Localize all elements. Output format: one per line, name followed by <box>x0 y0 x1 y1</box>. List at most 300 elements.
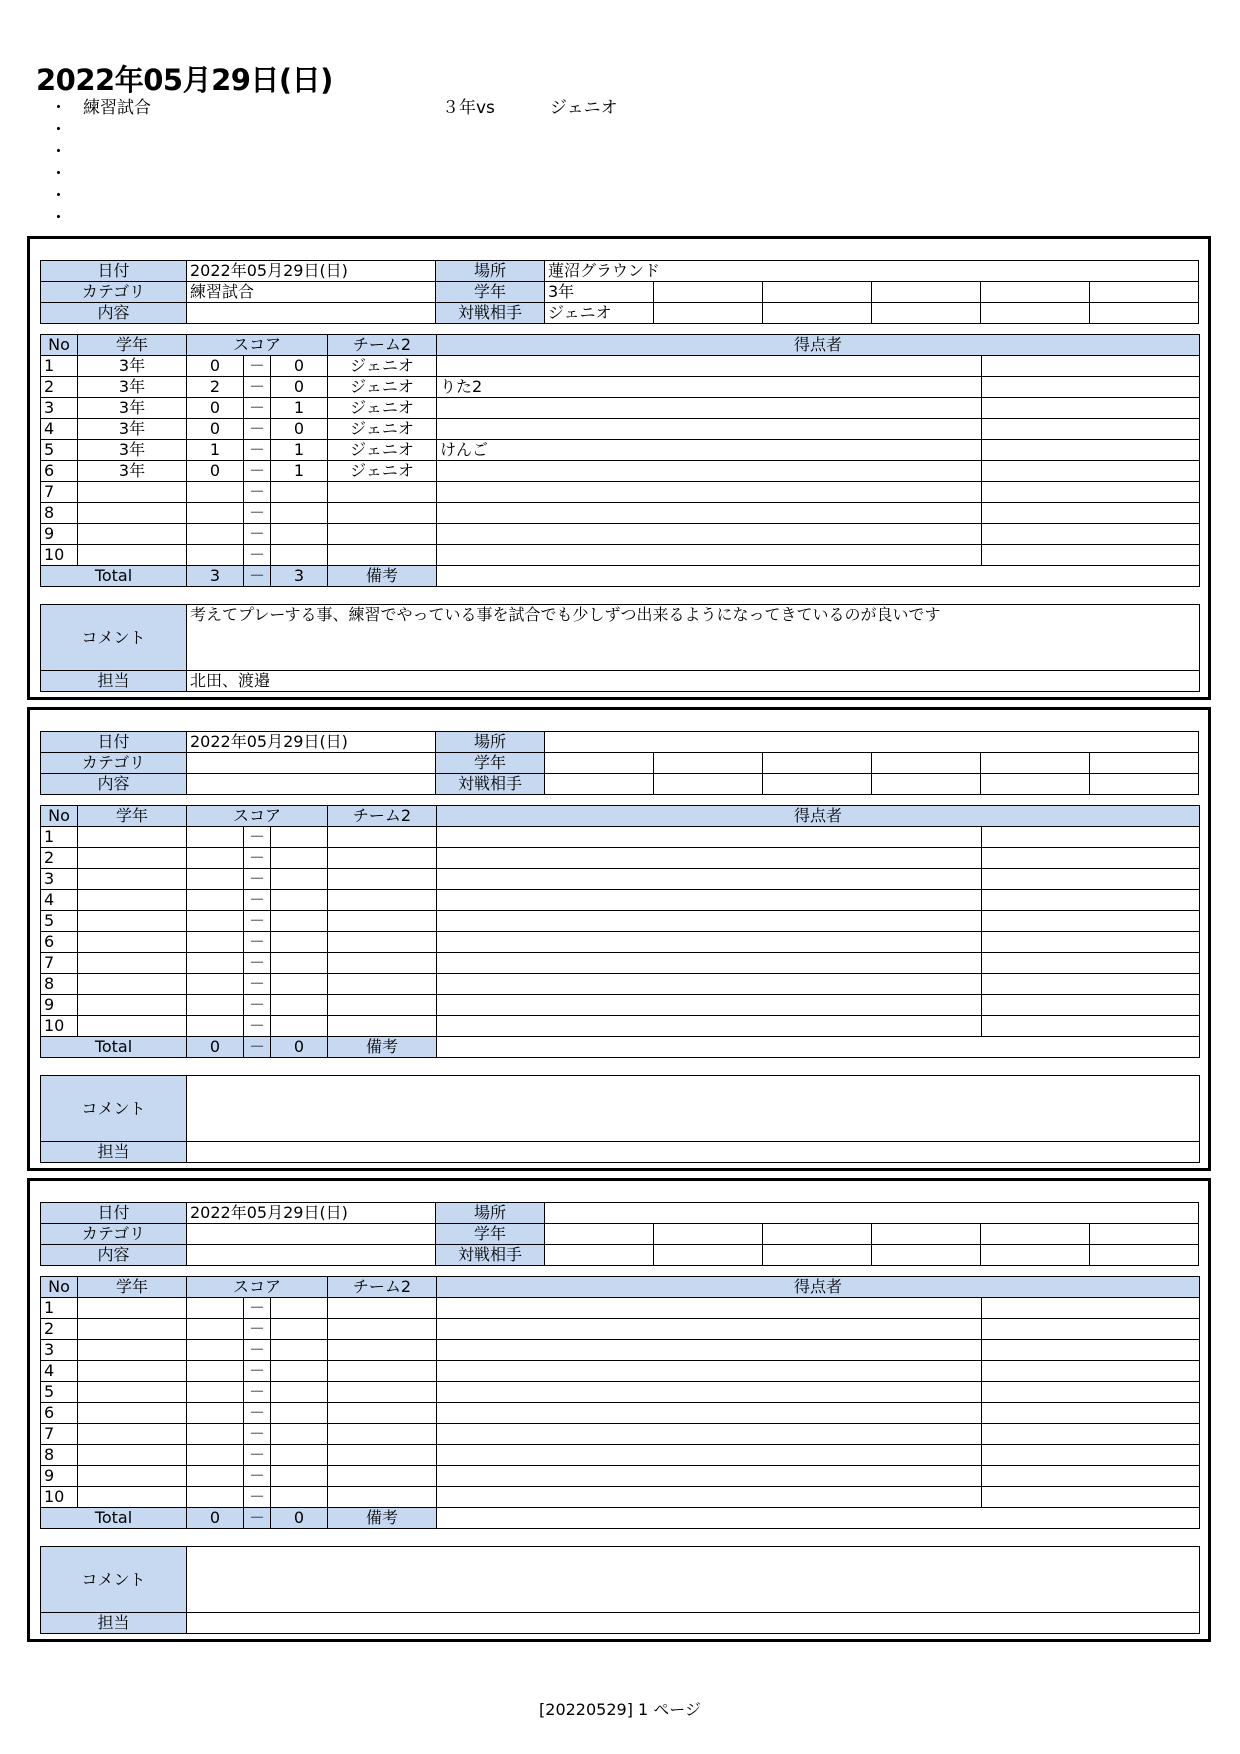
grade-extra-cell[interactable] <box>1090 282 1199 303</box>
row-team2[interactable] <box>328 1487 437 1508</box>
row-score-away[interactable]: 1 <box>271 440 328 461</box>
row-score-home[interactable] <box>187 545 244 566</box>
row-score-away[interactable]: 0 <box>271 377 328 398</box>
score-row <box>41 974 1200 995</box>
row-scorer[interactable] <box>437 995 982 1016</box>
row-scorer-extra[interactable] <box>982 1445 1200 1466</box>
row-scorer-extra[interactable] <box>982 545 1200 566</box>
no-header: No <box>41 335 78 356</box>
row-scorer-extra[interactable] <box>982 1319 1200 1340</box>
opponent-extra-cell[interactable] <box>872 774 981 795</box>
grade-extra-cell[interactable] <box>763 753 872 774</box>
row-score-home[interactable] <box>187 1016 244 1037</box>
grade-extra-cell[interactable] <box>763 282 872 303</box>
row-scorer[interactable] <box>437 1340 982 1361</box>
row-grade[interactable] <box>78 953 187 974</box>
row-team2[interactable]: ジェニオ <box>328 377 437 398</box>
row-score-away[interactable] <box>271 953 328 974</box>
row-scorer-extra[interactable] <box>982 932 1200 953</box>
category-value[interactable] <box>187 1224 436 1245</box>
row-score-dash: － <box>244 1319 271 1340</box>
row-team2[interactable] <box>328 1382 437 1403</box>
grade-extra-cell[interactable] <box>981 1224 1090 1245</box>
date-value[interactable]: 2022年05月29日(日) <box>187 1203 436 1224</box>
row-score-away[interactable] <box>271 1016 328 1037</box>
row-scorer[interactable]: けんご <box>437 440 982 461</box>
row-scorer-extra[interactable] <box>982 1361 1200 1382</box>
opponent-extra-cell[interactable] <box>763 1245 872 1266</box>
opponent-extra-cell[interactable] <box>654 1245 763 1266</box>
row-score-home[interactable]: 2 <box>187 377 244 398</box>
row-grade[interactable] <box>78 503 187 524</box>
info-row <box>41 1203 1199 1224</box>
row-grade[interactable] <box>78 1487 187 1508</box>
row-scorer-extra[interactable] <box>982 377 1200 398</box>
row-team2[interactable] <box>328 911 437 932</box>
date-label: 日付 <box>41 732 187 753</box>
row-scorer-extra[interactable] <box>982 1466 1200 1487</box>
score-header-row <box>41 335 1200 356</box>
row-score-home[interactable] <box>187 1445 244 1466</box>
row-score-away[interactable] <box>271 827 328 848</box>
row-no: 10 <box>41 1487 78 1508</box>
score-row <box>41 356 1200 377</box>
match-info-table <box>40 731 1199 795</box>
row-grade[interactable]: 3年 <box>78 398 187 419</box>
content-value[interactable] <box>187 303 436 324</box>
row-score-home[interactable]: 0 <box>187 356 244 377</box>
row-scorer-extra[interactable] <box>982 461 1200 482</box>
score-header: スコア <box>187 335 328 356</box>
comment-value[interactable] <box>187 1547 1200 1613</box>
row-grade[interactable] <box>78 1016 187 1037</box>
row-scorer[interactable] <box>437 1361 982 1382</box>
row-scorer-extra[interactable] <box>982 869 1200 890</box>
row-scorer[interactable] <box>437 524 982 545</box>
row-scorer[interactable] <box>437 545 982 566</box>
row-scorer[interactable] <box>437 482 982 503</box>
row-team2[interactable] <box>328 1340 437 1361</box>
row-scorer[interactable] <box>437 503 982 524</box>
row-score-away[interactable] <box>271 1466 328 1487</box>
row-scorer[interactable]: りた2 <box>437 377 982 398</box>
row-score-home[interactable] <box>187 1319 244 1340</box>
row-scorer-extra[interactable] <box>982 1403 1200 1424</box>
grade-extra-cell[interactable] <box>1090 753 1199 774</box>
grade-value[interactable] <box>545 1224 654 1245</box>
row-score-away[interactable] <box>271 869 328 890</box>
row-score-home[interactable] <box>187 869 244 890</box>
row-score-away[interactable] <box>271 1361 328 1382</box>
notes-label: 備考 <box>328 1037 437 1058</box>
row-score-away[interactable] <box>271 1403 328 1424</box>
score-header-row <box>41 806 1200 827</box>
row-scorer[interactable] <box>437 1466 982 1487</box>
row-score-home[interactable] <box>187 1361 244 1382</box>
row-scorer[interactable] <box>437 419 982 440</box>
grade-extra-cell[interactable] <box>763 1224 872 1245</box>
opponent-extra-cell[interactable] <box>654 774 763 795</box>
row-scorer[interactable] <box>437 1382 982 1403</box>
row-grade[interactable]: 3年 <box>78 440 187 461</box>
row-scorer[interactable] <box>437 953 982 974</box>
row-scorer[interactable] <box>437 890 982 911</box>
row-score-away[interactable] <box>271 1298 328 1319</box>
row-team2[interactable] <box>328 932 437 953</box>
score-row <box>41 932 1200 953</box>
row-grade[interactable] <box>78 1382 187 1403</box>
row-grade[interactable] <box>78 869 187 890</box>
opponent-extra-cell[interactable] <box>654 303 763 324</box>
summary-item: ・ <box>50 142 67 162</box>
row-scorer-extra[interactable] <box>982 440 1200 461</box>
row-team2[interactable]: ジェニオ <box>328 440 437 461</box>
row-score-home[interactable] <box>187 1340 244 1361</box>
row-score-away[interactable] <box>271 1319 328 1340</box>
score-row <box>41 1445 1200 1466</box>
comment-row <box>41 1547 1200 1613</box>
row-grade[interactable] <box>78 1424 187 1445</box>
info-row <box>41 753 1199 774</box>
opponent-extra-cell[interactable] <box>763 774 872 795</box>
row-scorer[interactable] <box>437 932 982 953</box>
opponent-extra-cell[interactable] <box>1090 774 1199 795</box>
comment-value[interactable]: 考えてプレーする事、練習でやっている事を試合でも少しずつ出来るようになってきているのが良いです <box>187 605 1200 671</box>
row-scorer[interactable] <box>437 461 982 482</box>
row-no: 10 <box>41 545 78 566</box>
row-grade[interactable] <box>78 1340 187 1361</box>
category-value[interactable]: 練習試合 <box>187 282 436 303</box>
grade-extra-cell[interactable] <box>872 753 981 774</box>
row-score-away[interactable]: 0 <box>271 419 328 440</box>
row-scorer-extra[interactable] <box>982 1016 1200 1037</box>
row-score-home[interactable] <box>187 1487 244 1508</box>
row-grade[interactable]: 3年 <box>78 377 187 398</box>
summary-item: ・ <box>50 186 67 206</box>
row-scorer-extra[interactable] <box>982 827 1200 848</box>
row-score-home[interactable] <box>187 1424 244 1445</box>
row-no: 8 <box>41 1445 78 1466</box>
row-scorer-extra[interactable] <box>982 890 1200 911</box>
row-score-home[interactable] <box>187 1382 244 1403</box>
row-scorer-extra[interactable] <box>982 974 1200 995</box>
row-team2[interactable] <box>328 503 437 524</box>
opponent-label: 対戦相手 <box>436 303 545 324</box>
row-scorer[interactable] <box>437 1403 982 1424</box>
row-score-home[interactable]: 1 <box>187 440 244 461</box>
opponent-extra-cell[interactable] <box>1090 303 1199 324</box>
grade-extra-cell[interactable] <box>654 1224 763 1245</box>
total-row <box>41 1037 1200 1058</box>
row-score-away[interactable] <box>271 995 328 1016</box>
row-scorer-extra[interactable] <box>982 1487 1200 1508</box>
row-grade[interactable] <box>78 1361 187 1382</box>
place-value[interactable]: 蓮沼グラウンド <box>545 261 1199 282</box>
row-score-away[interactable] <box>271 932 328 953</box>
row-team2[interactable] <box>328 869 437 890</box>
total-label: Total <box>41 566 187 587</box>
total-away: 0 <box>271 1508 328 1529</box>
row-team2[interactable] <box>328 1361 437 1382</box>
row-scorer[interactable] <box>437 869 982 890</box>
info-row <box>41 1245 1199 1266</box>
grade-label: 学年 <box>436 282 545 303</box>
row-scorer-extra[interactable] <box>982 911 1200 932</box>
row-score-dash: － <box>244 1298 271 1319</box>
opponent-extra-cell[interactable] <box>1090 1245 1199 1266</box>
row-grade[interactable] <box>78 545 187 566</box>
row-scorer-extra[interactable] <box>982 848 1200 869</box>
date-value[interactable]: 2022年05月29日(日) <box>187 261 436 282</box>
grade-extra-cell[interactable] <box>872 282 981 303</box>
row-team2[interactable] <box>328 1298 437 1319</box>
row-grade[interactable]: 3年 <box>78 419 187 440</box>
row-team2[interactable]: ジェニオ <box>328 356 437 377</box>
row-scorer[interactable] <box>437 911 982 932</box>
row-score-dash: － <box>244 461 271 482</box>
staff-label: 担当 <box>41 1613 187 1634</box>
row-team2[interactable] <box>328 1466 437 1487</box>
row-scorer-extra[interactable] <box>982 1382 1200 1403</box>
row-team2[interactable] <box>328 524 437 545</box>
row-score-home[interactable] <box>187 890 244 911</box>
opponent-extra-cell[interactable] <box>872 303 981 324</box>
row-grade[interactable]: 3年 <box>78 461 187 482</box>
row-score-dash: － <box>244 524 271 545</box>
row-team2[interactable]: ジェニオ <box>328 398 437 419</box>
row-grade[interactable] <box>78 974 187 995</box>
row-score-dash: － <box>244 377 271 398</box>
row-team2[interactable] <box>328 1016 437 1037</box>
row-score-home[interactable] <box>187 1403 244 1424</box>
row-scorer[interactable] <box>437 827 982 848</box>
row-no: 8 <box>41 503 78 524</box>
scorers-header: 得点者 <box>437 1277 1200 1298</box>
row-score-away[interactable] <box>271 524 328 545</box>
row-scorer[interactable] <box>437 1298 982 1319</box>
row-grade[interactable] <box>78 1298 187 1319</box>
row-score-home[interactable] <box>187 911 244 932</box>
place-value[interactable] <box>545 1203 1199 1224</box>
row-scorer-extra[interactable] <box>982 419 1200 440</box>
row-scorer-extra[interactable] <box>982 1424 1200 1445</box>
staff-value[interactable] <box>187 1613 1200 1634</box>
opponent-label: 対戦相手 <box>436 774 545 795</box>
row-team2[interactable] <box>328 848 437 869</box>
row-grade[interactable] <box>78 848 187 869</box>
row-scorer-extra[interactable] <box>982 503 1200 524</box>
row-grade[interactable] <box>78 1445 187 1466</box>
row-scorer-extra[interactable] <box>982 398 1200 419</box>
row-score-away[interactable] <box>271 911 328 932</box>
row-scorer-extra[interactable] <box>982 1340 1200 1361</box>
grade-extra-cell[interactable] <box>654 753 763 774</box>
row-grade[interactable] <box>78 890 187 911</box>
row-score-away[interactable] <box>271 1382 328 1403</box>
row-score-home[interactable] <box>187 827 244 848</box>
row-score-home[interactable] <box>187 503 244 524</box>
row-scorer-extra[interactable] <box>982 995 1200 1016</box>
row-score-home[interactable] <box>187 932 244 953</box>
grade-extra-cell[interactable] <box>872 1224 981 1245</box>
score-row <box>41 461 1200 482</box>
summary-list <box>50 97 618 229</box>
staff-row <box>41 671 1200 692</box>
row-scorer-extra[interactable] <box>982 482 1200 503</box>
row-score-home[interactable]: 0 <box>187 398 244 419</box>
content-value[interactable] <box>187 1245 436 1266</box>
opponent-extra-cell[interactable] <box>872 1245 981 1266</box>
row-score-away[interactable] <box>271 848 328 869</box>
row-scorer-extra[interactable] <box>982 1298 1200 1319</box>
info-row <box>41 261 1199 282</box>
row-scorer-extra[interactable] <box>982 953 1200 974</box>
opponent-value[interactable] <box>545 1245 654 1266</box>
row-scorer[interactable] <box>437 356 982 377</box>
grade-value[interactable]: 3年 <box>545 282 654 303</box>
score-row <box>41 827 1200 848</box>
row-team2[interactable] <box>328 890 437 911</box>
row-team2[interactable]: ジェニオ <box>328 461 437 482</box>
row-team2[interactable] <box>328 482 437 503</box>
comment-row <box>41 605 1200 671</box>
row-score-away[interactable] <box>271 482 328 503</box>
row-no: 7 <box>41 1424 78 1445</box>
place-value[interactable] <box>545 732 1199 753</box>
row-team2[interactable] <box>328 1319 437 1340</box>
score-row <box>41 1319 1200 1340</box>
row-scorer[interactable] <box>437 1487 982 1508</box>
summary-item: ・ <box>50 164 67 184</box>
grade-extra-cell[interactable] <box>654 282 763 303</box>
row-team2[interactable] <box>328 1424 437 1445</box>
staff-value[interactable] <box>187 1142 1200 1163</box>
grade-extra-cell[interactable] <box>981 753 1090 774</box>
row-score-dash: － <box>244 848 271 869</box>
row-score-home[interactable] <box>187 482 244 503</box>
grade-value[interactable] <box>545 753 654 774</box>
row-team2[interactable] <box>328 545 437 566</box>
opponent-extra-cell[interactable] <box>981 303 1090 324</box>
notes-value[interactable] <box>437 1037 1200 1058</box>
opponent-extra-cell[interactable] <box>981 1245 1090 1266</box>
row-scorer[interactable] <box>437 1319 982 1340</box>
row-score-away[interactable]: 0 <box>271 356 328 377</box>
row-score-away[interactable] <box>271 503 328 524</box>
opponent-value[interactable]: ジェニオ <box>545 303 654 324</box>
row-score-dash: － <box>244 440 271 461</box>
row-score-away[interactable] <box>271 1487 328 1508</box>
row-score-away[interactable] <box>271 1340 328 1361</box>
row-score-away[interactable]: 1 <box>271 398 328 419</box>
row-grade[interactable] <box>78 827 187 848</box>
opponent-value[interactable] <box>545 774 654 795</box>
row-score-away[interactable] <box>271 890 328 911</box>
row-team2[interactable] <box>328 974 437 995</box>
row-score-away[interactable] <box>271 1424 328 1445</box>
row-score-home[interactable] <box>187 1466 244 1487</box>
row-no: 9 <box>41 524 78 545</box>
content-value[interactable] <box>187 774 436 795</box>
date-value[interactable]: 2022年05月29日(日) <box>187 732 436 753</box>
row-score-dash: － <box>244 482 271 503</box>
row-scorer-extra[interactable] <box>982 524 1200 545</box>
category-value[interactable] <box>187 753 436 774</box>
row-score-home[interactable] <box>187 995 244 1016</box>
scorers-header: 得点者 <box>437 806 1200 827</box>
row-no: 6 <box>41 461 78 482</box>
row-score-away[interactable]: 1 <box>271 461 328 482</box>
row-scorer[interactable] <box>437 398 982 419</box>
row-score-dash: － <box>244 419 271 440</box>
row-grade[interactable] <box>78 524 187 545</box>
notes-value[interactable] <box>437 1508 1200 1529</box>
row-score-dash: － <box>244 869 271 890</box>
score-row <box>41 377 1200 398</box>
row-grade[interactable] <box>78 1403 187 1424</box>
row-grade[interactable] <box>78 932 187 953</box>
row-grade[interactable] <box>78 482 187 503</box>
summary-text: 練習試合 <box>83 98 151 118</box>
staff-value[interactable]: 北田、渡邉 <box>187 671 1200 692</box>
row-score-away[interactable] <box>271 1445 328 1466</box>
row-scorer[interactable] <box>437 1016 982 1037</box>
row-team2[interactable] <box>328 1403 437 1424</box>
row-grade[interactable] <box>78 911 187 932</box>
row-scorer[interactable] <box>437 974 982 995</box>
row-score-home[interactable] <box>187 953 244 974</box>
row-team2[interactable] <box>328 995 437 1016</box>
row-scorer[interactable] <box>437 1445 982 1466</box>
row-team2[interactable] <box>328 1445 437 1466</box>
row-score-home[interactable] <box>187 848 244 869</box>
row-scorer[interactable] <box>437 848 982 869</box>
row-grade[interactable] <box>78 1319 187 1340</box>
row-score-home[interactable] <box>187 974 244 995</box>
row-no: 4 <box>41 1361 78 1382</box>
row-score-home[interactable] <box>187 1298 244 1319</box>
total-dash: － <box>244 566 271 587</box>
row-score-home[interactable]: 0 <box>187 461 244 482</box>
row-scorer[interactable] <box>437 1424 982 1445</box>
opponent-extra-cell[interactable] <box>981 774 1090 795</box>
row-grade[interactable] <box>78 995 187 1016</box>
row-score-home[interactable] <box>187 524 244 545</box>
grade-extra-cell[interactable] <box>981 282 1090 303</box>
grade-extra-cell[interactable] <box>1090 1224 1199 1245</box>
row-scorer-extra[interactable] <box>982 356 1200 377</box>
row-score-dash: － <box>244 953 271 974</box>
row-grade[interactable]: 3年 <box>78 356 187 377</box>
row-team2[interactable] <box>328 827 437 848</box>
row-team2[interactable] <box>328 953 437 974</box>
row-score-dash: － <box>244 545 271 566</box>
row-score-away[interactable] <box>271 545 328 566</box>
row-no: 7 <box>41 953 78 974</box>
notes-value[interactable] <box>437 566 1200 587</box>
row-score-home[interactable]: 0 <box>187 419 244 440</box>
row-grade[interactable] <box>78 1466 187 1487</box>
no-header: No <box>41 806 78 827</box>
page-title: 2022年05月29日(日) <box>36 63 333 97</box>
row-score-away[interactable] <box>271 974 328 995</box>
score-row <box>41 890 1200 911</box>
grade-header: 学年 <box>78 1277 187 1298</box>
comment-value[interactable] <box>187 1076 1200 1142</box>
opponent-extra-cell[interactable] <box>763 303 872 324</box>
row-team2[interactable]: ジェニオ <box>328 419 437 440</box>
row-no: 6 <box>41 1403 78 1424</box>
